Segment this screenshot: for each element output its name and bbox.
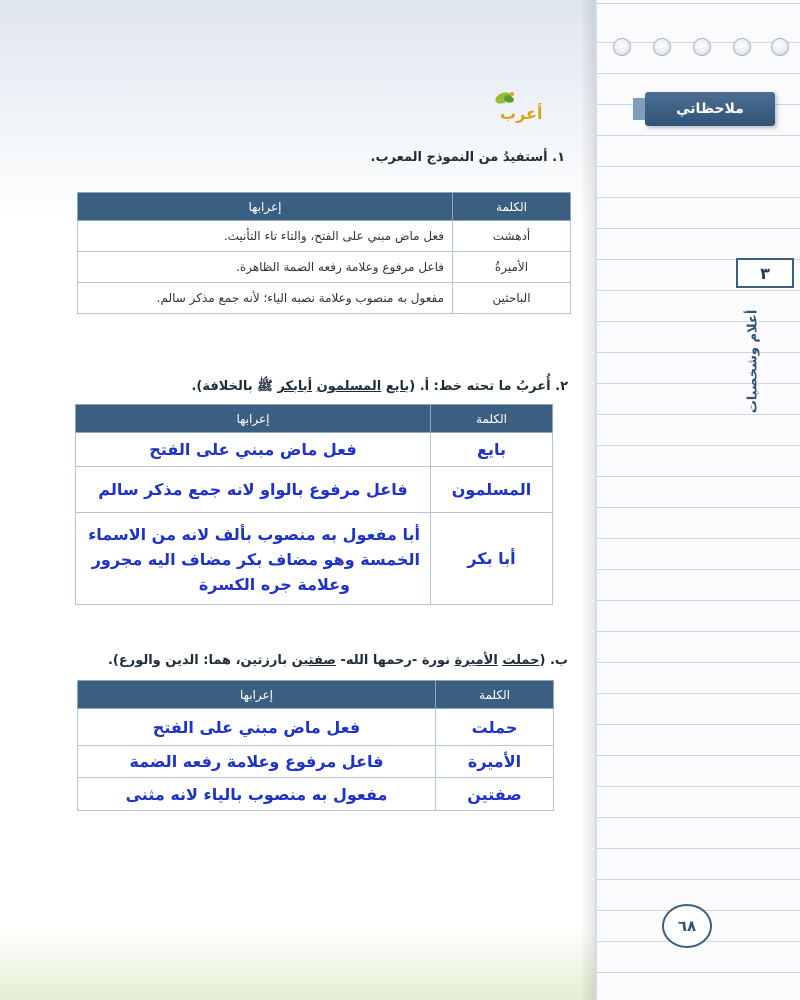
word-cell: الأميرةُ (453, 252, 571, 283)
unit-number: ٣ (760, 263, 770, 283)
column-header-parse: إعرابها (78, 193, 453, 221)
unit-title: أعلام وشخصيات (745, 309, 761, 413)
unit-number-box (736, 258, 794, 288)
qb-underlined-3: صفتين (291, 653, 336, 668)
table-row (78, 778, 554, 811)
parse-cell-multiline (76, 513, 431, 605)
column-header-word: الكلمة (453, 193, 571, 221)
parse-cell: فعل ماض مبني على الفتح (76, 433, 431, 467)
notebook-panel (595, 0, 800, 1000)
table-row (78, 221, 571, 252)
parse-cell: مفعول به منصوب بالياء لانه مثنى (78, 778, 436, 811)
table-answer-a (75, 404, 553, 605)
binder-hole (733, 38, 751, 56)
parse-line: وعلامة جره الكسرة (198, 575, 350, 594)
word-cell: الأميرة (436, 746, 554, 778)
page-number (662, 904, 712, 948)
column-header-parse: إعرابها (76, 405, 431, 433)
parse-line: أبا مفعول به منصوب بألف لانه من الاسماء (88, 525, 420, 544)
notes-tab (645, 92, 775, 126)
parse-cell: فاعل مرفوع وعلامة رفعه الضمة (78, 746, 436, 778)
parse-cell: فعل ماض مبني على الفتح، والتاء تاء التأنيث. (78, 221, 453, 252)
qb-suffix: بارزتين، هما: الدين والورع). (107, 653, 292, 668)
q2-suffix: ﷺ بالخلافة). (191, 379, 278, 394)
word-cell: المسلمون (431, 467, 553, 513)
q2-prefix: ٢. أُعربُ ما تحته خط: أ. ( (409, 379, 568, 394)
page-number-text: ٦٨ (677, 917, 697, 935)
word-cell: الباحثين (453, 283, 571, 314)
parse-cell: فاعل مرفوع وعلامة رفعه الضمة الظاهرة. (78, 252, 453, 283)
column-header-parse: إعرابها (78, 681, 436, 709)
parse-cell: مفعول به منصوب وعلامة نصبه الياء؛ لأنه جمع مذكر سالم. (78, 283, 453, 314)
table-row (76, 433, 553, 467)
question-b (108, 653, 568, 668)
binder-hole (653, 38, 671, 56)
unit-title-vertical (738, 296, 768, 426)
q2-underlined-3: أبابكر (277, 379, 313, 394)
table-row (76, 513, 553, 605)
word-cell: أدهشت (453, 221, 571, 252)
binder-hole (693, 38, 711, 56)
binder-hole (613, 38, 631, 56)
parse-cell: فاعل مرفوع بالواو لانه جمع مذكر سالم (76, 467, 431, 513)
word-cell: أبا بكر (431, 513, 553, 605)
qb-underlined-1: حملت (502, 653, 540, 668)
question-2 (191, 378, 568, 397)
word-cell: صفتين (436, 778, 554, 811)
notes-tab-label: ملاحظاتي (676, 101, 744, 117)
parse-cell: فعل ماض مبني على الفتح (78, 709, 436, 746)
qb-underlined-2: الأميرة (454, 653, 498, 668)
q2-underlined-2: المسلمون (316, 379, 382, 394)
column-header-word: الكلمة (436, 681, 554, 709)
section-heading: أعرب (500, 104, 543, 123)
word-cell: بايع (431, 433, 553, 467)
qb-mid: نورة -رحمها الله- (335, 653, 455, 668)
column-header-word: الكلمة (431, 405, 553, 433)
table-model-parsing (77, 192, 571, 314)
word-cell: حملت (436, 709, 554, 746)
table-row (78, 283, 571, 314)
table-row (78, 746, 554, 778)
table-row (76, 467, 553, 513)
page-edge-shadow (580, 0, 595, 1000)
qb-prefix: ب. ( (539, 653, 568, 668)
question-1: ١. أستفيدُ من النموذج المعرب. (370, 150, 565, 165)
table-row (78, 709, 554, 746)
table-row (78, 252, 571, 283)
table-answer-b (77, 680, 554, 811)
binder-hole (771, 38, 789, 56)
q2-underlined-1: بايع (385, 379, 410, 394)
parse-line: الخمسة وهو مضاف بكر مضاف اليه مجرور (91, 550, 420, 569)
